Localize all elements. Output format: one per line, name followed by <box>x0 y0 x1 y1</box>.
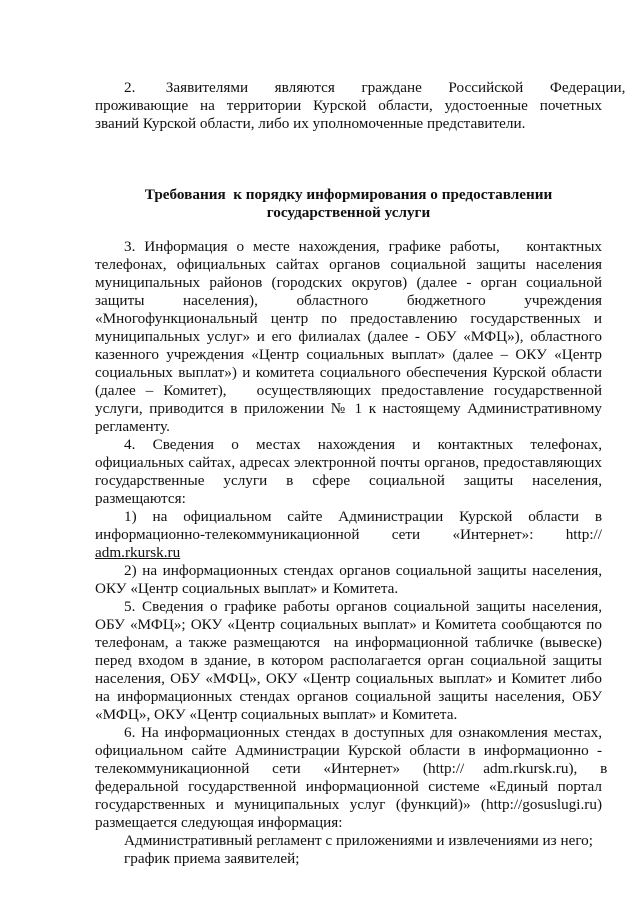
list-line: Административный регламент с приложениями и извлечениями из него; <box>124 832 593 849</box>
paragraph-3-line: «Многофункциональный центр по предоставлению государственных и <box>95 310 602 327</box>
paragraph-3-line: казенного учреждения «Центр социальных выплат» (далее – ОКУ «Центр <box>95 346 602 363</box>
paragraph-3-line: услуги, приводится в приложении № 1 к настоящему Административному <box>95 400 602 417</box>
list-item-2-line: ОКУ «Центр социальных выплат» и Комитета. <box>95 580 399 597</box>
paragraph-3-line: 3. Информация о месте нахождения, графике работы, контактных <box>124 238 602 255</box>
paragraph-6-line: федеральной государственной информационной системе «Единый портал <box>95 778 602 795</box>
paragraph-4-line: размещаются: <box>95 490 186 507</box>
section-title-line-1: Требования к порядку информирования о предоставлении <box>144 186 553 203</box>
paragraph-3-line: муниципальных услуг» и его филиалах (далее - ОБУ «МФЦ»), областного <box>95 328 602 345</box>
paragraph-2-line-3: званий Курской области, либо их уполномоченные представители. <box>95 115 526 132</box>
paragraph-5-line: на информационных стендах органов социальной защиты населения, ОБУ <box>95 688 602 705</box>
list-item-1-line: информационно-телекоммуникационной сети «Интернет»: http:// <box>95 526 602 543</box>
paragraph-4-line: 4. Сведения о местах нахождения и контактных телефонах, <box>124 436 602 453</box>
paragraph-4-line: официальных сайтах, адресах электронной почты органов, предоставляющих <box>95 454 602 471</box>
paragraph-5-line: перед входом в здание, в котором располагается орган социальной защиты <box>95 652 602 669</box>
paragraph-6-line: официальном сайте Администрации Курской области в информационно - <box>95 742 602 759</box>
paragraph-4-line: государственные услуги в сфере социальной защиты населения, <box>95 472 602 489</box>
list-item-1-line: 1) на официальном сайте Администрации Курской области в <box>124 508 602 525</box>
paragraph-3-line: (далее – Комитет), осуществляющих предоставление государственной <box>95 382 602 399</box>
paragraph-6-line: размещается следующая информация: <box>95 814 343 831</box>
paragraph-3-line: социальных выплат») и комитета социального обеспечения Курской области <box>95 364 602 381</box>
paragraph-5-line: телефонам, а также размещаются на информационной табличке (вывеске) <box>95 634 602 651</box>
paragraph-3-line: телефонах, официальных сайтах органов социальной защиты населения <box>95 256 602 273</box>
section-title-line-2: государственной услуги <box>266 204 431 221</box>
list-item-2-line: 2) на информационных стендах органов социальной защиты населения, <box>124 562 602 579</box>
paragraph-6-line: 6. На информационных стендах в доступных для ознакомления местах, <box>124 724 602 741</box>
paragraph-2-line-2: проживающие на территории Курской области, удостоенные почетных <box>95 97 602 114</box>
paragraph-2-line-1: 2. Заявителями являются граждане Российской Федерации, <box>124 79 626 96</box>
list-line: график приема заявителей; <box>124 850 300 867</box>
paragraph-5-line: населения, ОБУ «МФЦ», ОКУ «Центр социальных выплат» и Комитет либо <box>95 670 602 687</box>
paragraph-3-line: муниципальных районов (городских округов) (далее - орган социальной <box>95 274 602 291</box>
paragraph-6-line: телекоммуникационной сети «Интернет» (http:// adm.rkursk.ru), в <box>95 760 608 777</box>
paragraph-5-line: 5. Сведения о графике работы органов социальной защиты населения, <box>124 598 602 615</box>
paragraph-3-line: регламенту. <box>95 418 170 435</box>
paragraph-3-line: защиты населения), областного бюджетного учреждения <box>95 292 602 309</box>
paragraph-5-line: «МФЦ», ОКУ «Центр социальных выплат» и Комитета. <box>95 706 458 723</box>
paragraph-6-line: государственных и муниципальных услуг (функций)» (http://gosuslugi.ru) <box>95 796 602 813</box>
paragraph-5-line: ОБУ «МФЦ»; ОКУ «Центр социальных выплат» и Комитета сообщаются по <box>95 616 602 633</box>
portal-link[interactable]: adm.rkursk.ru <box>95 544 181 561</box>
